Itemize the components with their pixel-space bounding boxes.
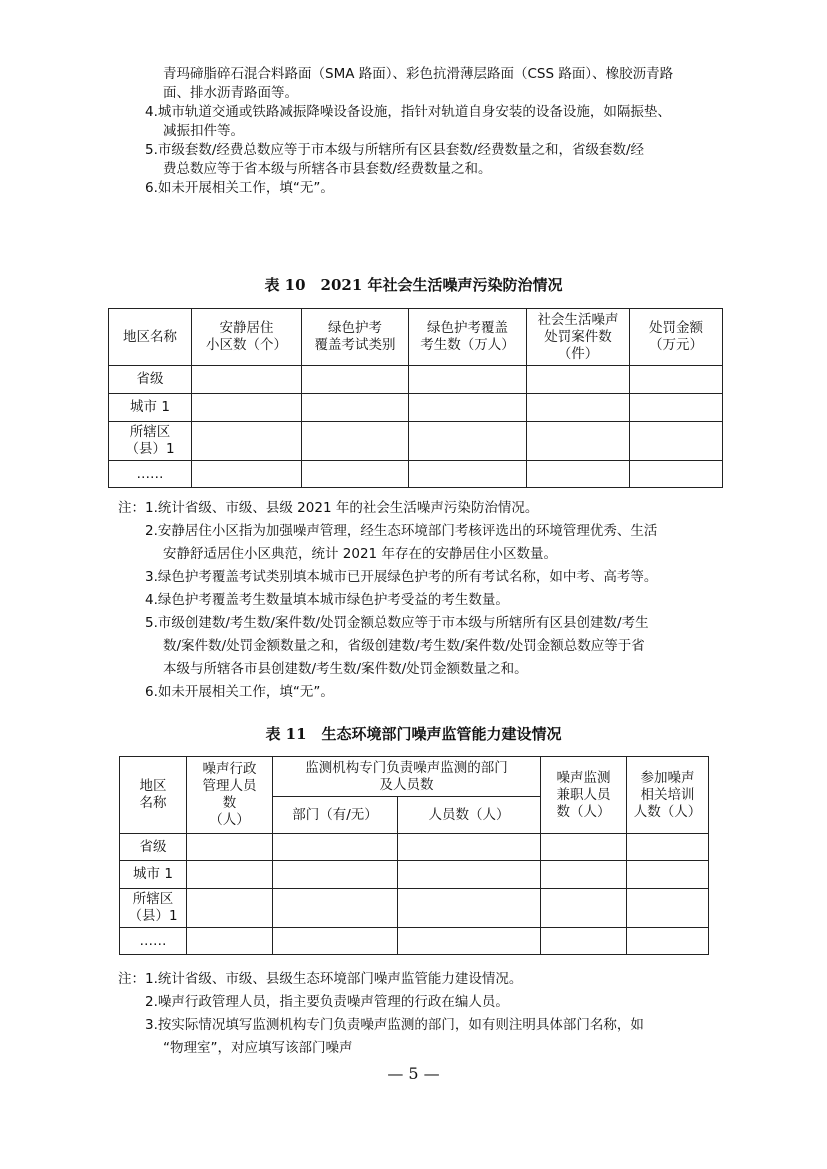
table10-header: 绿色护考 覆盖考试类别 [302, 309, 409, 366]
table-cell [398, 834, 541, 861]
table-cell [302, 461, 409, 488]
table-cell [409, 366, 527, 394]
table-row [109, 461, 723, 488]
row-label: …… [120, 928, 187, 955]
note-text: 3.绿色护考覆盖考试类别填本城市已开展绿色护考的所有考试名称，如中考、高考等。 [145, 569, 658, 585]
table-cell [398, 928, 541, 955]
table-cell [627, 889, 709, 928]
note-text: 本级与所辖各市县创建数/考生数/案件数/处罚金额数量之和。 [163, 661, 528, 677]
table-cell [187, 928, 273, 955]
table11-header: 参加噪声 相关培训 人数（人） [627, 757, 709, 834]
table10-header: 绿色护考覆盖 考生数（万人） [409, 309, 527, 366]
table-cell [627, 861, 709, 889]
table-cell [187, 861, 273, 889]
row-label: 所辖区 （县）1 [120, 889, 187, 928]
table10-header: 安静居住 小区数（个） [192, 309, 302, 366]
table11-subheader: 人员数（人） [398, 797, 541, 834]
note-text: 5.市级套数/经费总数应等于市本级与所辖所有区县套数/经费数量之和，省级套数/经 [145, 142, 645, 158]
table10-header: 地区名称 [109, 309, 192, 366]
table-cell [409, 394, 527, 422]
table-row [120, 834, 709, 861]
page-number: — 5 — [387, 1064, 440, 1083]
table11-header: 噪声监测 兼职人员 数（人） [541, 757, 627, 834]
row-label: …… [109, 461, 192, 488]
table-cell [627, 834, 709, 861]
table-row [109, 394, 723, 422]
table-row [109, 422, 723, 461]
table-cell [273, 861, 398, 889]
row-label: 城市 1 [109, 394, 192, 422]
table-cell [541, 861, 627, 889]
note-text: 数/案件数/处罚金额数量之和，省级创建数/考生数/案件数/处罚金额总数应等于省 [163, 638, 645, 654]
row-label: 省级 [120, 834, 187, 861]
table-row [120, 928, 709, 955]
note-text: 6.如未开展相关工作，填“无”。 [145, 180, 334, 196]
note-text: 2.安静居住小区指为加强噪声管理，经生态环境部门考核评选出的环境管理优秀、生活 [145, 523, 658, 539]
table-cell [398, 889, 541, 928]
table11-title: 表 11 生态环境部门噪声监管能力建设情况 [265, 725, 562, 743]
table-cell [630, 422, 723, 461]
table11-header: 地区 名称 [120, 757, 187, 834]
table-cell [273, 889, 398, 928]
table-cell [527, 394, 630, 422]
note-text: 2.噪声行政管理人员，指主要负责噪声管理的行政在编人员。 [145, 994, 509, 1010]
table-cell [302, 422, 409, 461]
table-cell [192, 394, 302, 422]
row-label: 所辖区 （县）1 [109, 422, 192, 461]
table-cell [409, 461, 527, 488]
table11-header: 噪声行政 管理人员 数 （人） [187, 757, 273, 834]
note-text: 费总数应等于省本级与所辖各市县套数/经费数量之和。 [163, 161, 492, 177]
table-cell [541, 889, 627, 928]
table10 [108, 308, 723, 488]
table-row [120, 889, 709, 928]
row-label: 城市 1 [120, 861, 187, 889]
note-text: 4.绿色护考覆盖考生数量填本城市绿色护考受益的考生数量。 [145, 592, 509, 608]
table-cell [541, 928, 627, 955]
table-cell [527, 422, 630, 461]
row-label: 省级 [109, 366, 192, 394]
table-row [120, 861, 709, 889]
table-cell [630, 366, 723, 394]
table11 [119, 756, 709, 955]
note-text: 减振扣件等。 [163, 123, 244, 139]
table-cell [192, 461, 302, 488]
table10-header: 社会生活噪声 处罚案件数 （件） [527, 309, 630, 366]
table-cell [630, 461, 723, 488]
table-cell [398, 861, 541, 889]
note-text: 面、排水沥青路面等。 [163, 85, 298, 101]
table-cell [627, 928, 709, 955]
table-cell [187, 834, 273, 861]
table-cell [273, 928, 398, 955]
table-cell [187, 889, 273, 928]
table-cell [541, 834, 627, 861]
table10-header: 处罚金额 （万元） [630, 309, 723, 366]
table11-subheader: 部门（有/无） [273, 797, 398, 834]
table-row [109, 366, 723, 394]
note-text: 青玛碲脂碎石混合料路面（SMA 路面）、彩色抗滑薄层路面（CSS 路面）、橡胶沥青路 [163, 66, 674, 82]
table10-title: 表 10 2021 年社会生活噪声污染防治情况 [264, 276, 563, 294]
table-cell [192, 422, 302, 461]
note-text: 3.按实际情况填写监测机构专门负责噪声监测的部门，如有则注明具体部门名称，如 [145, 1017, 644, 1033]
table-cell [527, 366, 630, 394]
table-cell [302, 366, 409, 394]
note-text: 注：1.统计省级、市级、县级 2021 年的社会生活噪声污染防治情况。 [118, 500, 539, 516]
table-cell [273, 834, 398, 861]
table-cell [527, 461, 630, 488]
note-text: 5.市级创建数/考生数/案件数/处罚金额总数应等于市本级与所辖所有区县创建数/考生 [145, 615, 649, 631]
note-text: 6.如未开展相关工作，填“无”。 [145, 684, 334, 700]
table-cell [630, 394, 723, 422]
table-cell [192, 366, 302, 394]
table-cell [302, 394, 409, 422]
note-text: “物理室”，对应填写该部门噪声 [163, 1040, 353, 1056]
note-text: 安静舒适居住小区典范，统计 2021 年存在的安静居住小区数量。 [163, 546, 557, 562]
table-cell [409, 422, 527, 461]
note-text: 4.城市轨道交通或铁路减振降噪设备设施，指针对轨道自身安装的设备设施，如隔振垫、 [145, 104, 671, 120]
note-text: 注：1.统计省级、市级、县级生态环境部门噪声监管能力建设情况。 [118, 971, 523, 987]
table11-header-group: 监测机构专门负责噪声监测的部门 及人员数 [273, 757, 541, 797]
